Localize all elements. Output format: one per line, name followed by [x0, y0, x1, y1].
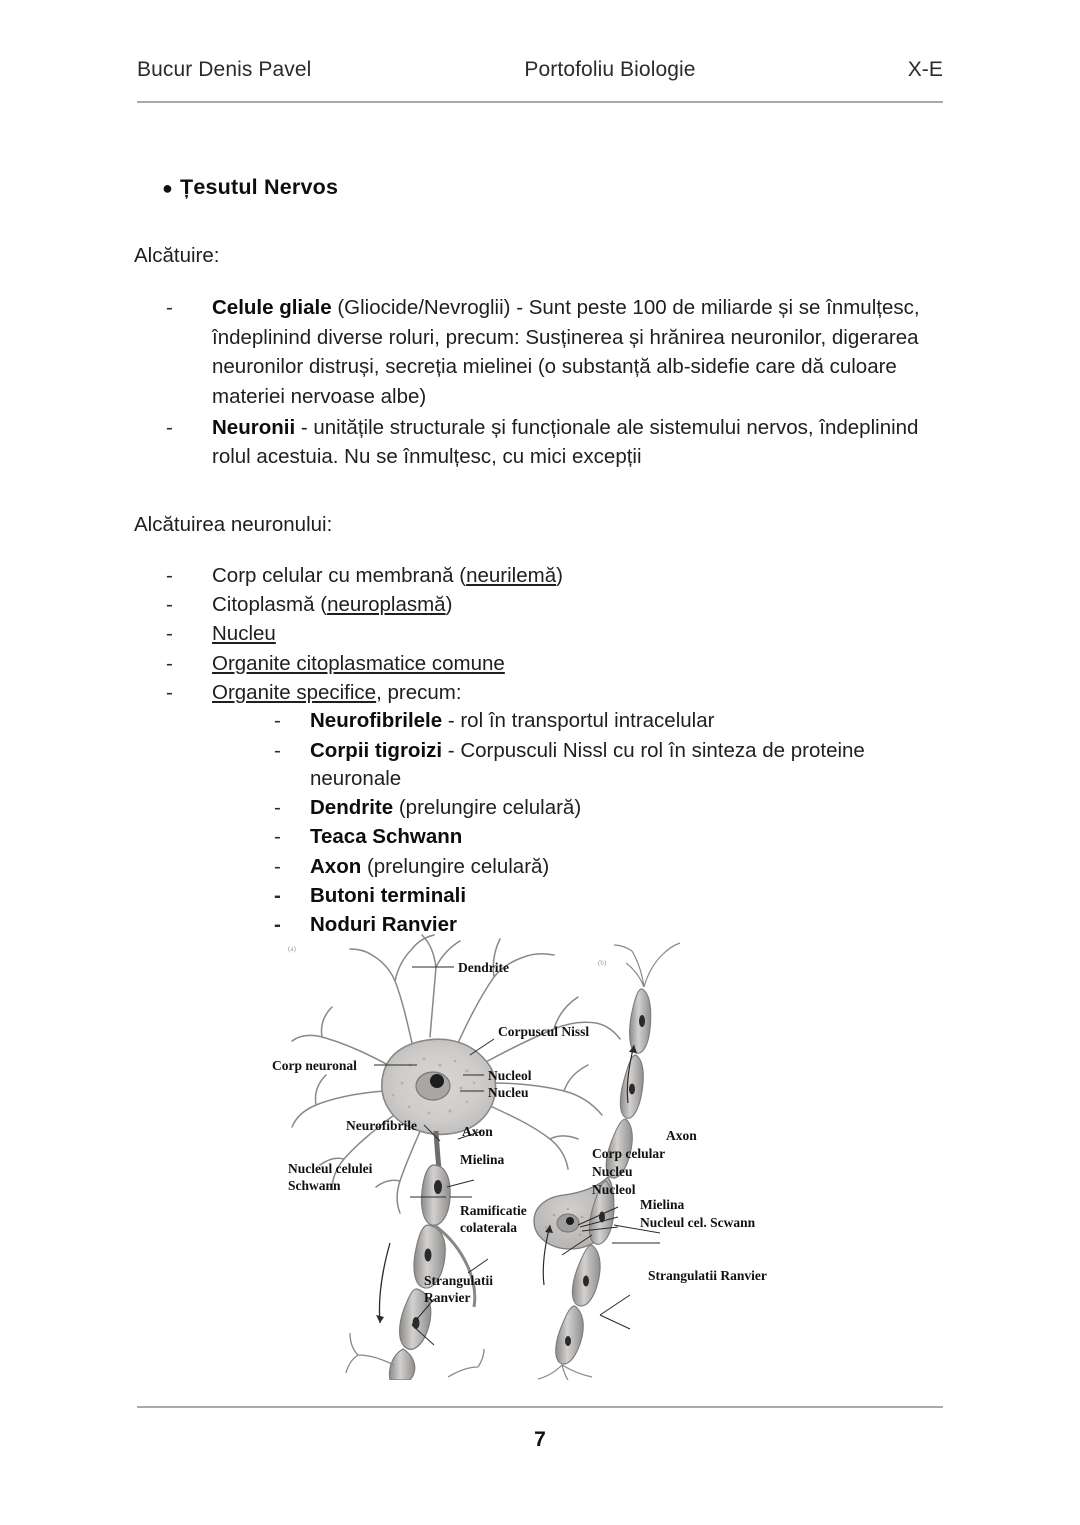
dash-marker: -	[166, 681, 173, 705]
organelle-label: Corpii tigroizi	[310, 738, 443, 762]
neuron-diagram-svg	[262, 925, 802, 1380]
list-item	[274, 882, 946, 910]
term-description: - unitățile structurale și funcționale ale sistemului nervos, îndeplinind rolul acestuia. Nu se înmulțesc, cu mici excepții	[212, 415, 919, 469]
page-header	[137, 58, 943, 82]
figure-label: Nucleol	[592, 1182, 636, 1197]
part-underlined-term: neurilemă	[466, 563, 557, 587]
list-item	[166, 413, 946, 472]
dash-marker: -	[274, 854, 281, 878]
dash-marker: -	[166, 563, 173, 587]
figure-label: Dendrite	[458, 960, 509, 975]
figure-label: Nucleol	[488, 1068, 532, 1083]
term-description: (Gliocide/Nevroglii) - Sunt peste 100 de miliarde și se înmulțesc, îndeplinind diverse roluri, precum: Susținerea și hrănirea neuronilor, digerarea neuronilor distruși, secreția mielinei (o substanță alb-sidefie care dă culoare materiei nervoase albe)	[212, 295, 920, 409]
organelle-label: Butoni terminali	[310, 884, 467, 908]
neuron-diagram-figure	[262, 925, 802, 1380]
list-item	[166, 591, 946, 619]
list-item	[274, 707, 946, 735]
list-item	[274, 823, 946, 851]
list-item	[166, 650, 946, 678]
organelle-label: Neurofibrilele	[310, 709, 443, 733]
figure-label: Mielina	[640, 1197, 685, 1212]
figure-label: Neurofibrile	[346, 1118, 417, 1133]
figure-label: Axon	[462, 1124, 493, 1139]
neuron-structure-label: Alcătuirea neuronului:	[134, 513, 333, 537]
header-doc-title: Portofoliu Biologie	[524, 58, 696, 81]
header-divider	[137, 101, 943, 103]
part-prefix: Corp celular cu membrană (	[212, 563, 467, 587]
dash-marker: -	[274, 884, 281, 908]
figure-label: Corp celular	[592, 1146, 666, 1161]
figure-label: Nucleu	[592, 1164, 633, 1179]
list-item	[274, 737, 946, 794]
dash-marker: -	[166, 593, 173, 617]
part-suffix: , precum:	[376, 681, 462, 705]
list-item	[166, 679, 946, 940]
page-content	[134, 160, 946, 941]
figure-label: Nucleul cel. Scwann	[640, 1215, 756, 1230]
figure-label: Nucleul celulei	[288, 1161, 373, 1176]
organelle-label: Noduri Ranvier	[310, 913, 457, 937]
dash-marker: -	[274, 738, 281, 762]
figure-label: Corpuscul Nissl	[498, 1024, 590, 1039]
term-label: Celule gliale	[212, 295, 332, 319]
part-suffix: )	[445, 593, 453, 617]
nucleolus-left	[430, 1074, 444, 1088]
figure-label: Strangulatii Ranvier	[648, 1268, 767, 1283]
dash-marker: -	[166, 622, 173, 646]
list-item	[166, 562, 946, 590]
specific-organelles-list	[212, 707, 946, 939]
organelle-description: (prelungire celulară)	[361, 854, 550, 878]
neuron-parts-list	[134, 562, 946, 940]
neuron-right	[534, 943, 680, 1380]
figure-label: Ramificatie	[460, 1203, 527, 1218]
footer-divider	[137, 1406, 943, 1408]
dash-marker: -	[274, 796, 281, 820]
part-suffix: )	[556, 563, 563, 587]
figure-label: Mielina	[460, 1152, 505, 1167]
part-prefix: Citoplasmă (	[212, 593, 328, 617]
figure-label: colaterala	[460, 1220, 517, 1235]
dash-marker: -	[166, 651, 173, 675]
organelle-description: - Corpusculi Nissl cu rol în sinteza de proteine neuronale	[310, 738, 865, 790]
dash-marker: -	[166, 295, 173, 319]
figure-label: Strangulatii	[424, 1273, 494, 1288]
panel-a-marker: (a)	[288, 945, 296, 953]
organelle-label: Teaca Schwann	[310, 825, 463, 849]
section-title: Țesutul Nervos	[180, 175, 339, 199]
bullet-icon: ●	[162, 178, 173, 198]
organelle-label: Dendrite	[310, 796, 394, 820]
list-item	[166, 620, 946, 648]
page-number: 7	[534, 1428, 546, 1451]
dash-marker: -	[274, 709, 281, 733]
dash-marker: -	[274, 825, 281, 849]
section-heading	[162, 172, 946, 203]
part-underlined-term: Nucleu	[212, 622, 276, 646]
organelle-description: (prelungire celulară)	[393, 796, 582, 820]
header-author: Bucur Denis Pavel	[137, 58, 312, 81]
panel-b-marker: (b)	[598, 959, 607, 967]
dash-marker: -	[274, 913, 281, 937]
figure-label: Schwann	[288, 1178, 341, 1193]
figure-label: Ranvier	[424, 1290, 471, 1305]
composition-label: Alcătuire:	[134, 244, 220, 268]
part-underlined-term: Organite specifice	[212, 681, 377, 705]
composition-list	[134, 293, 946, 472]
organelle-label: Axon	[310, 854, 362, 878]
part-underlined-term: Organite citoplasmatice comune	[212, 651, 505, 675]
organelle-description: - rol în transportul intracelular	[442, 709, 715, 733]
header-class: X-E	[907, 58, 943, 81]
figure-label: Nucleu	[488, 1085, 529, 1100]
list-item	[274, 794, 946, 822]
figure-label: Axon	[666, 1128, 697, 1143]
list-item	[166, 293, 946, 412]
figure-label: Corp neuronal	[272, 1058, 357, 1073]
dash-marker: -	[166, 415, 173, 439]
part-underlined-term: neuroplasmă	[327, 593, 446, 617]
list-item	[274, 853, 946, 881]
term-label: Neuronii	[212, 415, 296, 439]
